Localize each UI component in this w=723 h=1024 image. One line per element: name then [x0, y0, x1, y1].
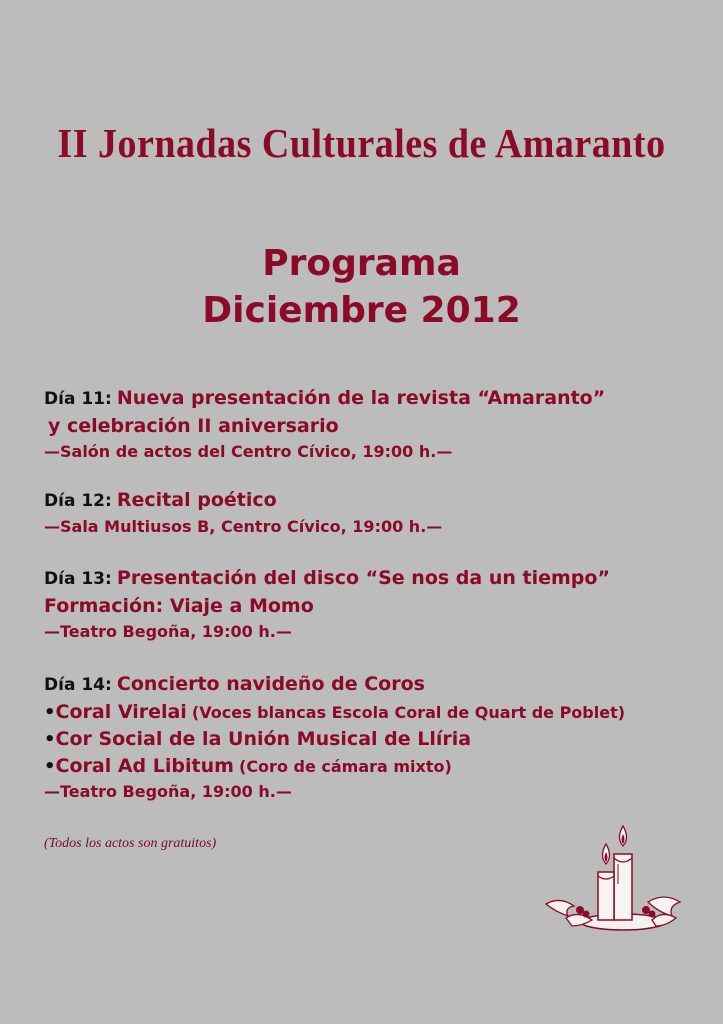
day-13-label: Día 13: — [44, 569, 112, 589]
program-heading: Programa — [262, 243, 461, 284]
bullet-icon: • — [44, 729, 56, 750]
choir-name: Cor Social de la Unión Musical de Llíria — [55, 728, 472, 750]
day-11-block — [44, 385, 704, 464]
list-item — [44, 753, 704, 780]
choir-name: Coral Virelai — [55, 701, 187, 723]
day-11-event: Nueva presentación de la revista “Amaranto” — [116, 387, 606, 409]
day-13-block — [44, 565, 704, 644]
choir-detail: (Voces blancas Escola Coral de Quart de Poblet) — [191, 703, 626, 722]
candles-holly-icon — [538, 822, 688, 942]
free-entry-note: (Todos los actos son gratuitos) — [44, 836, 217, 851]
day-13-event: Presentación del disco “Se nos da un tiempo” — [116, 567, 610, 589]
choir-name: Coral Ad Libitum — [55, 755, 234, 777]
day-12-block — [44, 487, 704, 539]
bullet-icon: • — [44, 756, 56, 777]
day-14-event: Concierto navideño de Coros — [116, 673, 425, 695]
day-11-event-continued: y celebración II aniversario — [48, 415, 339, 437]
choir-detail: (Coro de cámara mixto) — [239, 757, 452, 776]
day-14-location: —Teatro Begoña, 19:00 h.— — [44, 782, 292, 801]
program-date: Diciembre 2012 — [202, 290, 521, 331]
list-item — [44, 699, 704, 726]
page-title: II Jornadas Culturales de Amaranto — [57, 121, 666, 167]
list-item — [44, 726, 704, 753]
day-13-formation: Formación: Viaje a Momo — [44, 595, 314, 617]
day-12-label: Día 12: — [44, 491, 112, 511]
bullet-icon: • — [44, 702, 56, 723]
day-14-label: Día 14: — [44, 675, 112, 695]
day-14-block — [44, 671, 704, 804]
day-12-event: Recital poético — [116, 489, 277, 511]
day-11-label: Día 11: — [44, 389, 112, 409]
day-12-location: —Sala Multiusos B, Centro Cívico, 19:00 h.— — [44, 517, 443, 536]
day-13-location: —Teatro Begoña, 19:00 h.— — [44, 622, 292, 641]
day-11-location: —Salón de actos del Centro Cívico, 19:00 h.— — [44, 442, 453, 461]
